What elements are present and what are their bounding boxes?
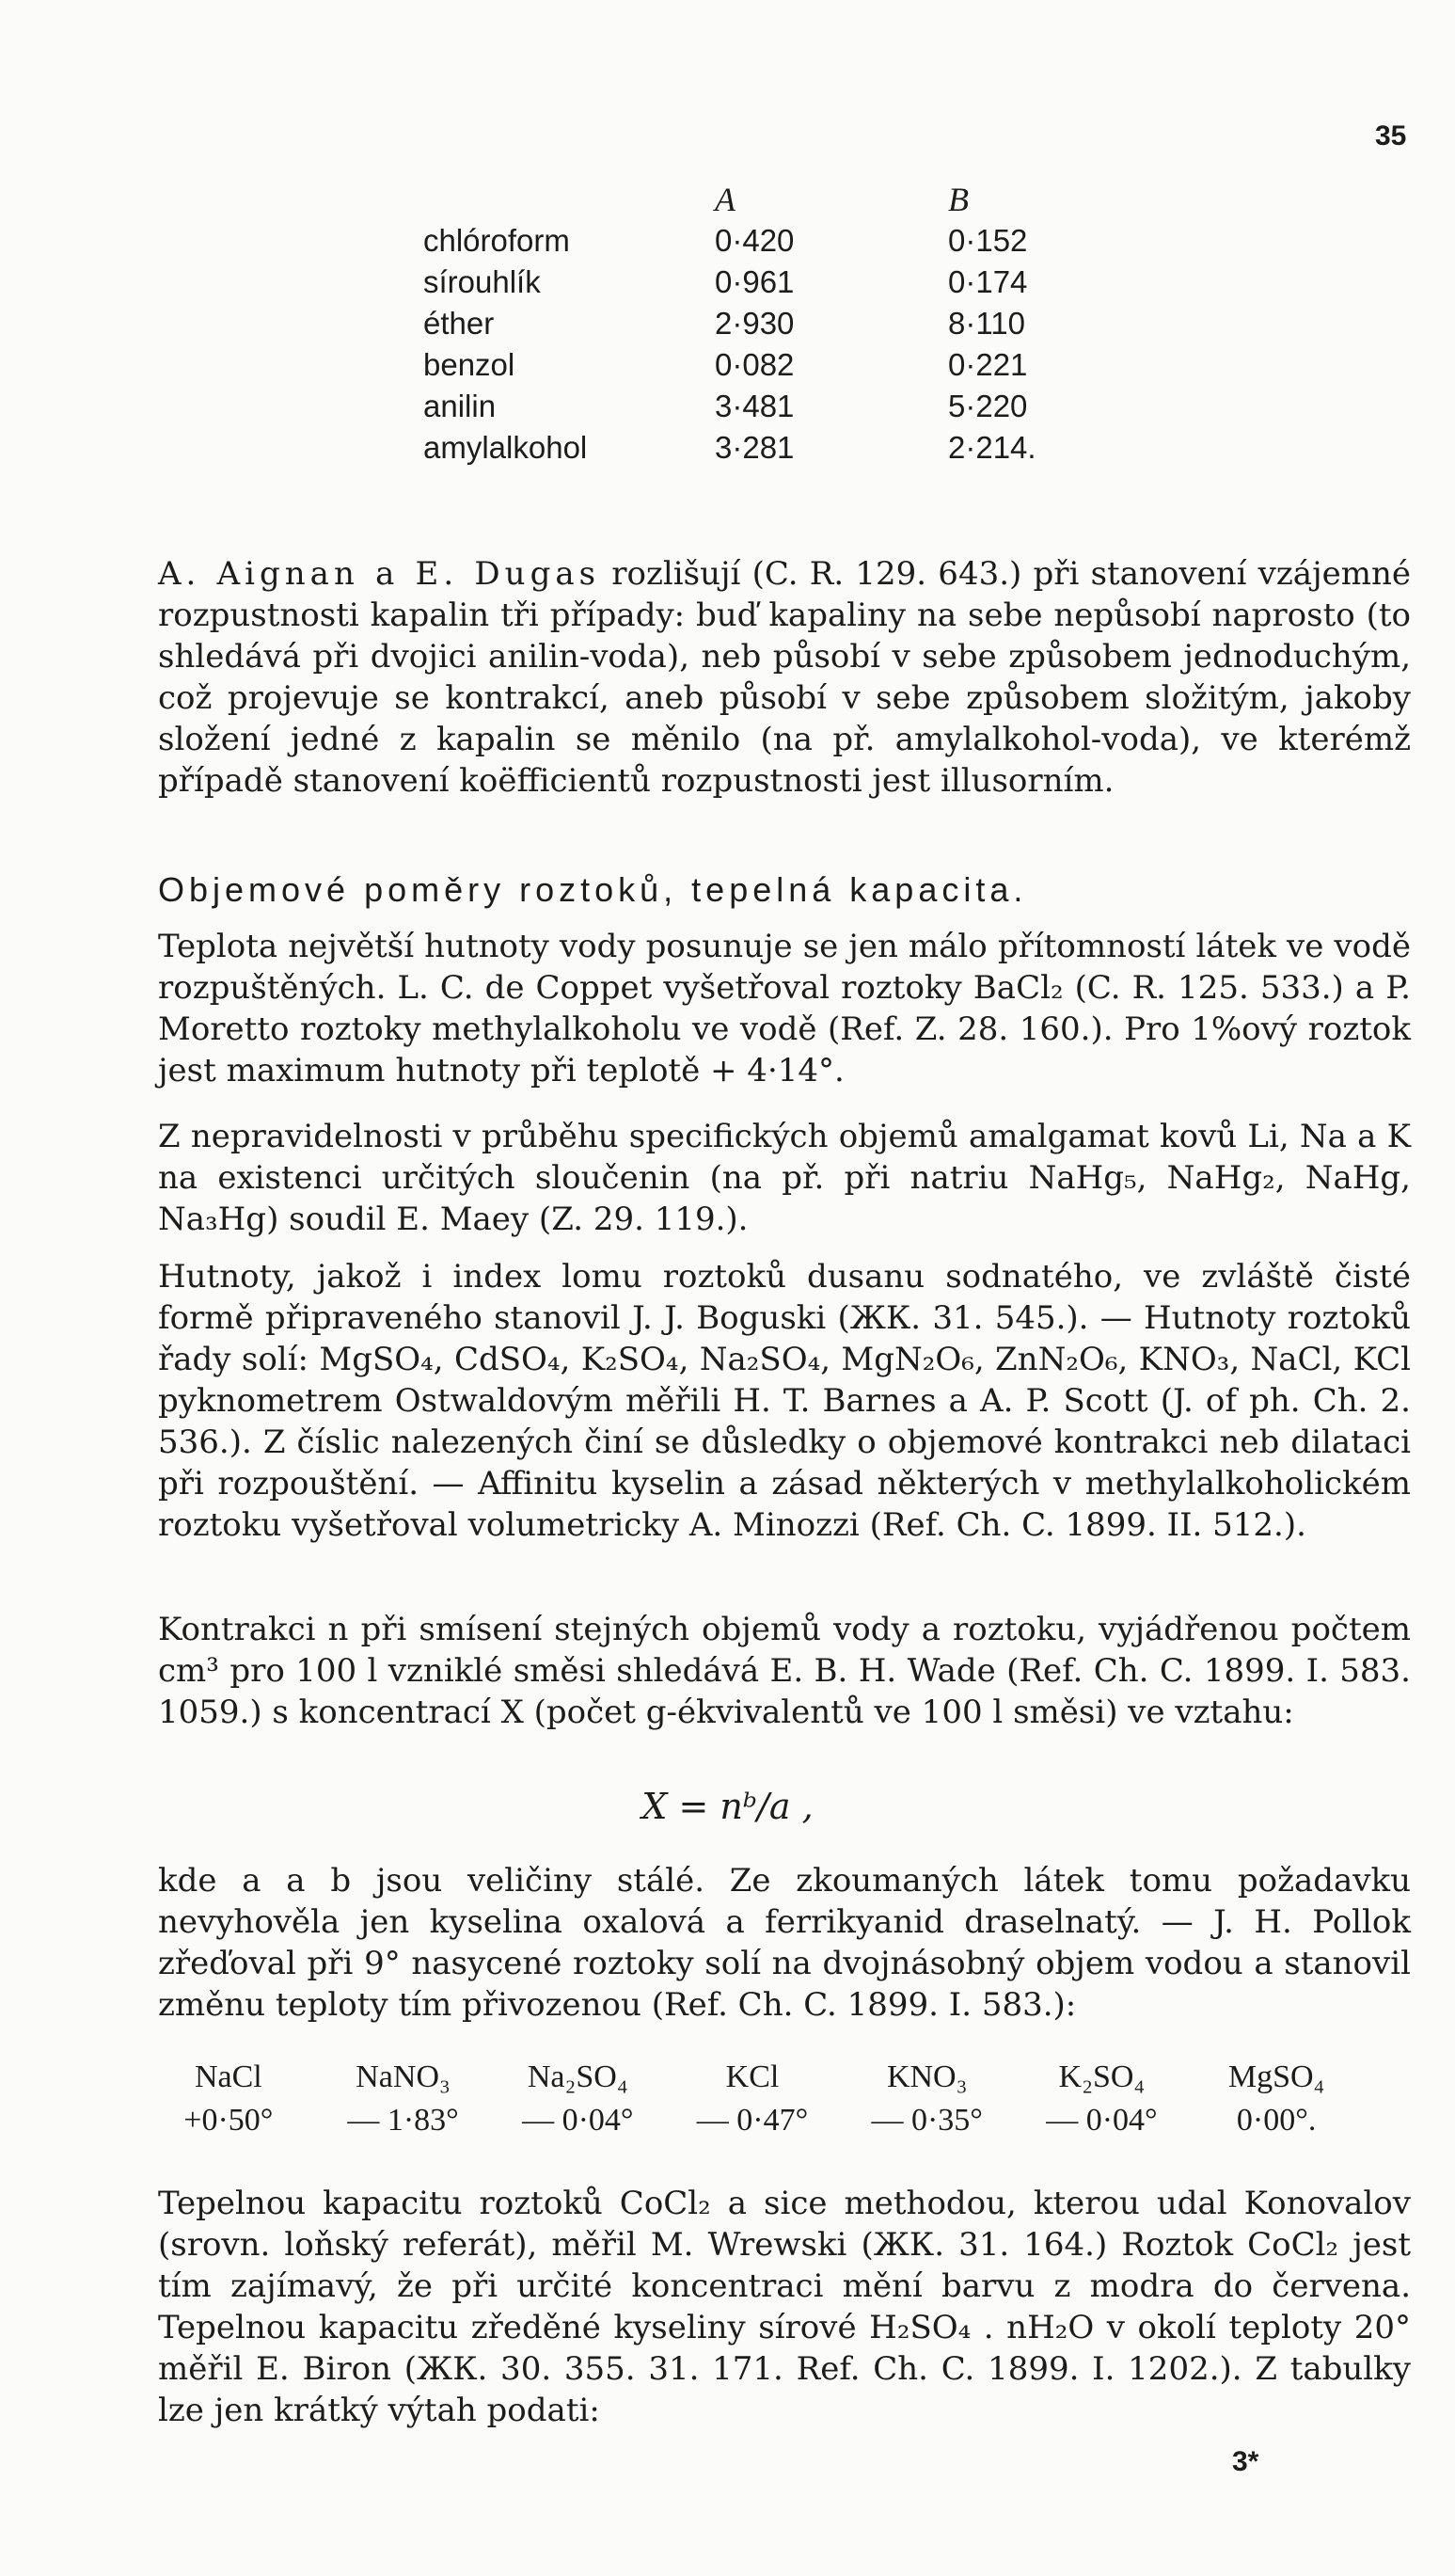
salt-value: — 0·47° [696, 2103, 809, 2138]
sheet-signature-mark: 3* [1232, 2446, 1259, 2477]
paragraph-text: Teplota největší hutnoty vody posunuje se jen málo přítomností látek ve vodě rozpuštěných. L. C. de Coppet vyšetřoval roztoky BaCl₂ (C. R. 125. 533.) a P. Moretto roztoky methylalkoholu ve vodě (Ref. Z. 28. 160.). Pro 1%ový roztok jest maximum hutnoty při teplotě + 4·14°. [158, 928, 1411, 1089]
salt-name: K₂SO₄ [1058, 2059, 1146, 2094]
table-cell: 0·152 [948, 223, 1028, 258]
table-cell: chlóroform [423, 223, 570, 258]
paragraph-contraction [158, 1609, 1411, 1733]
paragraph-text: Z nepravidelnosti v průběhu specifických objemů amalgamat kovů Li, Na a K na existenci určitých sloučenin (na př. při natriu NaHg₅, NaHg₂, NaHg, Na₃Hg) soudil E. Maey (Z. 29. 119.). [158, 1118, 1411, 1238]
table-header-row [423, 179, 1036, 220]
paragraph-text: kde a a b jsou veličiny stálé. Ze zkoumaných látek tomu požadavku nevyhověla jen kyselina oxalová a ferrikyanid draselnatý. — J. H. Pollok zřeďoval při 9° nasycené roztoky solí na dvojnásobný objem vodou a stanovil změnu teploty tím přivozenou (Ref. Ch. C. 1899. I. 583.): [158, 1862, 1411, 2024]
paragraph-amalgams [158, 1116, 1411, 1240]
paragraph-text: Tepelnou kapacitu roztoků CoCl₂ a sice methodou, kterou udal Konovalov (srovn. loňský referát), měřil M. Wrewski (ЖК. 31. 164.) Roztok CoCl₂ jest tím zajímavý, že při určité koncentraci mění barvu z modra do červena. Tepelnou kapacitu zředěné kyseliny sírové H₂SO₄ . nH₂O v okolí teploty 20° měřil E. Biron (ЖК. 30. 355. 31. 171. Ref. Ch. C. 1899. I. 1202.). Z tabulky lze jen krátký výtah podati: [158, 2185, 1411, 2429]
table-cell: anilin [423, 389, 497, 423]
section-heading: Objemové poměry roztoků, tepelná kapacita. [158, 870, 1028, 909]
salt-value: — 0·35° [871, 2103, 983, 2138]
formula: X = nᵇ/a , [641, 1786, 814, 1827]
table-cell: 0·420 [715, 223, 795, 258]
table-cell: sírouhlík [423, 264, 541, 299]
salt-value: — 1·83° [347, 2103, 459, 2138]
table-cell: 0·082 [715, 347, 795, 382]
salt-name: Na₂SO₄ [527, 2059, 628, 2094]
table-cell: amylalkohol [423, 430, 588, 465]
paragraph-dilution [158, 1860, 1411, 2026]
salt-value: — 0·04° [522, 2103, 634, 2138]
author-names: A. Aignan a E. Dugas [158, 555, 601, 593]
table-header: A [715, 181, 735, 218]
paragraph-text: Kontrakci n při smísení stejných objemů vody a roztoku, vyjádřenou počtem cm³ pro 100 l vzniklé směsi shledává E. B. H. Wade (Ref. Ch. C. 1899. I. 583. 1059.) s koncentrací X (počet g-ékvivalentů ve 100 l směsi) ve vztahu: [158, 1611, 1411, 1731]
salt-name: MgSO₄ [1227, 2059, 1325, 2094]
table-cell: 5·220 [948, 389, 1028, 423]
table-cell: 3·281 [715, 430, 795, 465]
table-row [423, 262, 1036, 303]
table-cell: 3·481 [715, 389, 795, 423]
paragraph-salt-densities [158, 1256, 1411, 1546]
paragraph-text: rozlišují (C. R. 129. 643.) při stanovení vzájemné rozpustnosti kapalin tři případy: buď kapaliny na sebe nepůsobí naprosto (to shledává při dvojici anilin-voda), neb působí v sebe způsobem jednoduchým, což projevuje se kontrakcí, aneb působí v sebe způsobem složitým, jakoby složení jedné z kapalin se měnilo (na př. amylalkohol-voda), ve kterémž případě stanovení koëfficientů rozpustnosti jest illusorním. [158, 555, 1411, 800]
paragraph-solubility [158, 553, 1411, 802]
page-number: 35 [1375, 120, 1407, 151]
table-row [423, 386, 1036, 427]
salt-name: KCl [725, 2059, 780, 2094]
table-cell: 2·930 [715, 306, 795, 341]
table-row [423, 220, 1036, 262]
table-row [423, 303, 1036, 344]
paragraph-text: Hutnoty, jakož i index lomu roztoků dusanu sodnatého, ve zvláště čisté formě připraveného stanovil J. J. Boguski (ЖК. 31. 545.). — Hutnoty roztoků řady solí: MgSO₄, CdSO₄, K₂SO₄, Na₂SO₄, MgN₂O₆, ZnN₂O₆, KNO₃, NaCl, KCl pyknometrem Ostwaldovým měřili H. T. Barnes a A. P. Scott (J. of ph. Ch. 2. 536.). Z číslic nalezených činí se důsledky o objemové kontrakci neb dilataci při rozpouštění. — Affinitu kyselin a zásad některých v methylalkoholickém roztoku vyšetřoval volumetricky A. Minozzi (Ref. Ch. C. 1899. II. 512.). [158, 1258, 1411, 1544]
salt-value: 0·00°. [1236, 2103, 1317, 2138]
table-cell: 2·214. [948, 430, 1036, 465]
paragraph-density-water [158, 926, 1411, 1091]
table-header [423, 179, 715, 220]
salt-name: NaNO₃ [356, 2059, 451, 2094]
solvent-table [423, 179, 1036, 469]
salt-name: KNO₃ [886, 2059, 968, 2094]
salt-value: — 0·04° [1046, 2103, 1158, 2138]
table-row [423, 344, 1036, 386]
table-header: B [948, 181, 969, 218]
table-cell: 0·174 [948, 264, 1028, 299]
table-cell: 0·221 [948, 347, 1028, 382]
table-cell: benzol [423, 347, 515, 382]
salt-temperature-table [141, 2056, 1364, 2142]
table-row [423, 427, 1036, 469]
salt-name: NaCl [194, 2059, 262, 2094]
table-cell: éther [423, 306, 495, 341]
table-cell: 0·961 [715, 264, 795, 299]
paragraph-heat-capacity [158, 2183, 1411, 2431]
salt-value: +0·50° [183, 2103, 274, 2138]
table-cell: 8·110 [948, 306, 1025, 341]
